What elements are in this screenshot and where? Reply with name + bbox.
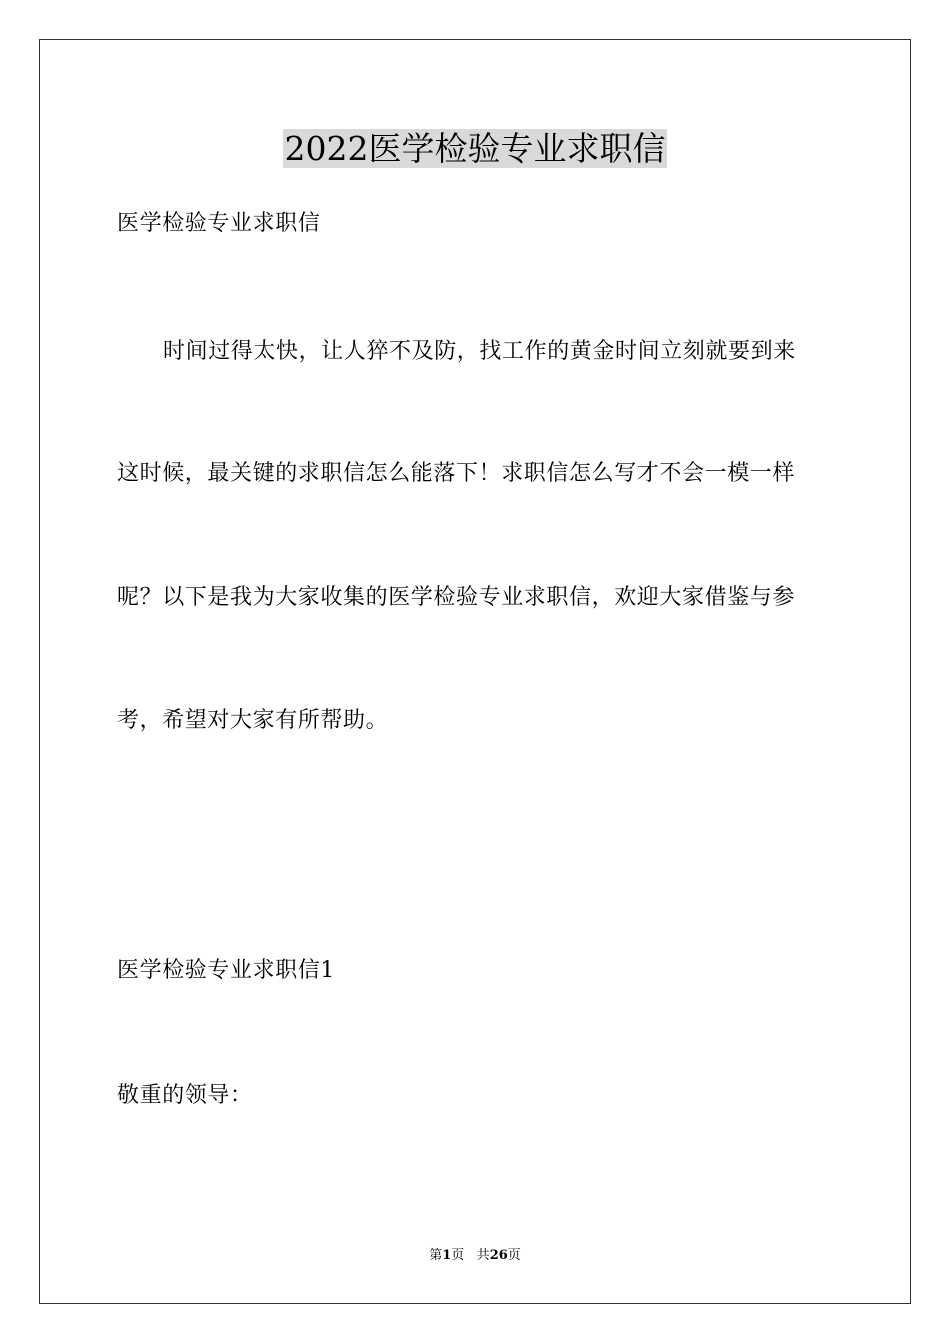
intro-line-1: 时间过得太快，让人猝不及防，找工作的黄金时间立刻就要到来 [163,339,796,364]
document-title [0,127,950,171]
intro-line-4: 考，希望对大家有所帮助。 [117,708,389,733]
intro-line-2: 这时候，最关键的求职信怎么能落下！求职信怎么写才不会一模一样 [117,461,796,486]
page-footer [0,1246,950,1266]
salutation: 敬重的领导： [117,1083,253,1108]
intro-line-3: 呢？以下是我为大家收集的医学检验专业求职信，欢迎大家借鉴与参 [117,585,796,610]
footer-prefix: 第 [429,1248,443,1263]
footer-total-suffix: 页 [507,1248,521,1263]
footer-page-number: 1 [442,1248,452,1263]
document-subtitle: 医学检验专业求职信 [117,211,321,236]
footer-total-pages: 26 [489,1248,508,1263]
footer-page-suffix: 页 [451,1248,465,1263]
footer-total-prefix: 共 [476,1248,490,1263]
section-heading: 医学检验专业求职信1 [117,958,335,983]
document-title-text: 2022医学检验专业求职信 [284,129,666,168]
